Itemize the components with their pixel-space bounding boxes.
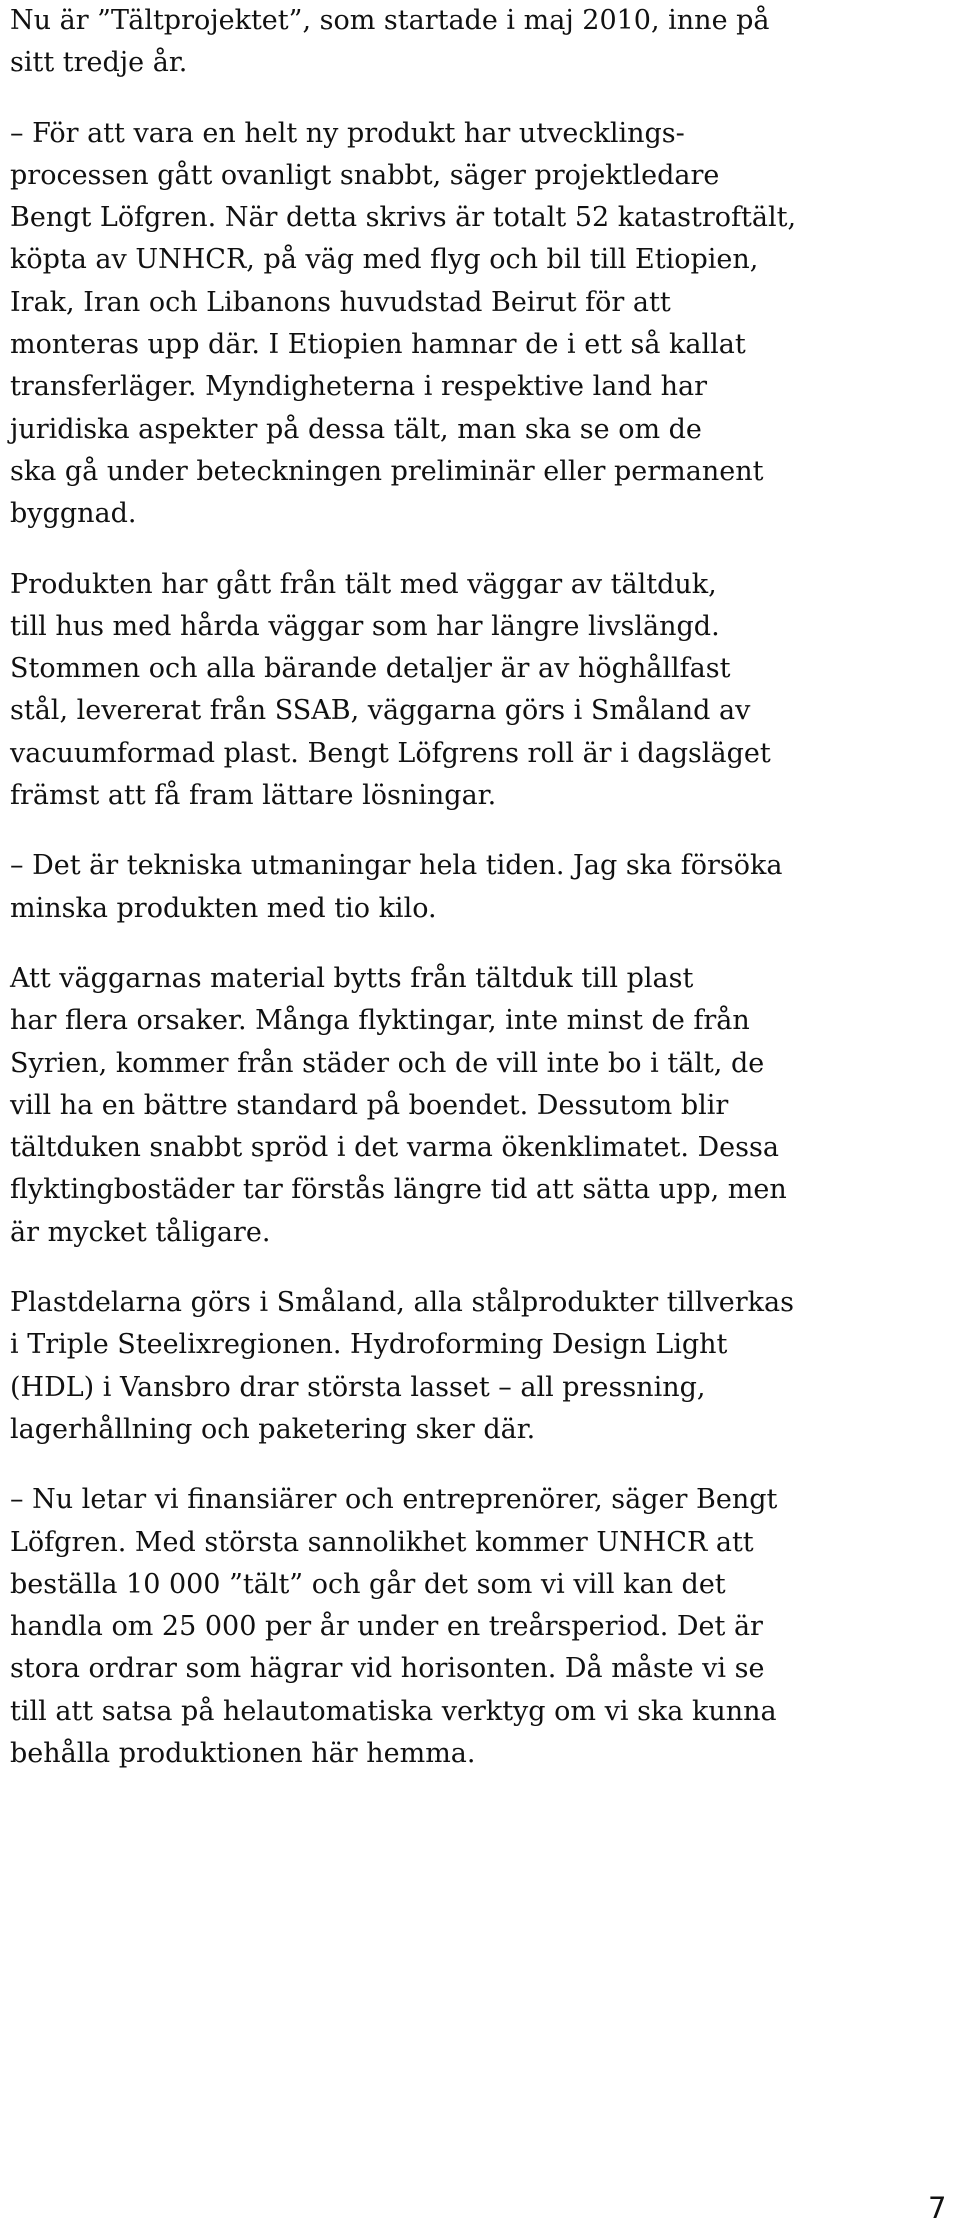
- text-line: Bengt Löfgren. När detta skrivs är totalt 52 katastroftält,: [10, 202, 797, 234]
- text-line: stål, levererat från SSAB, väggarna görs i Småland av: [10, 695, 751, 727]
- text-line: ska gå under beteckningen preliminär eller permanent: [10, 455, 764, 487]
- paragraph-gap: [10, 817, 950, 845]
- text-line: – För att vara en helt ny produkt har utvecklings-: [10, 117, 685, 149]
- paragraph-5: [10, 958, 950, 1254]
- text-line: lagerhållning och paketering sker där.: [10, 1413, 536, 1445]
- text-line: sitt tredje år.: [10, 47, 188, 79]
- text-line: Löfgren. Med största sannolikhet kommer UNHCR att: [10, 1526, 754, 1558]
- text-line: vill ha en bättre standard på boendet. Dessutom blir: [10, 1089, 729, 1121]
- paragraph-7: [10, 1479, 950, 1775]
- text-line: processen gått ovanligt snabbt, säger projektledare: [10, 159, 720, 191]
- paragraph-2: [10, 113, 950, 536]
- paragraph-6: [10, 1282, 950, 1451]
- text-line: transferläger. Myndigheterna i respektive land har: [10, 371, 708, 403]
- text-line: Att väggarnas material bytts från tältduk till plast: [10, 962, 694, 994]
- text-line: till hus med hårda väggar som har längre livslängd.: [10, 610, 720, 642]
- paragraph-3: [10, 564, 950, 818]
- text-line: behålla produktionen här hemma.: [10, 1737, 476, 1769]
- text-line: främst att få fram lättare lösningar.: [10, 780, 497, 812]
- text-line: Produkten har gått från tält med väggar av tältduk,: [10, 568, 717, 600]
- text-line: har flera orsaker. Många flyktingar, inte minst de från: [10, 1005, 750, 1037]
- text-line: till att satsa på helautomatiska verktyg om vi ska kunna: [10, 1695, 777, 1727]
- text-line: – Nu letar vi finansiärer och entreprenörer, säger Bengt: [10, 1484, 778, 1516]
- paragraph-1: [10, 0, 950, 85]
- article-body: [10, 0, 950, 1775]
- paragraph-gap: [10, 85, 950, 113]
- text-line: tältduken snabbt spröd i det varma ökenklimatet. Dessa: [10, 1132, 779, 1164]
- text-line: – Det är tekniska utmaningar hela tiden. Jag ska försöka: [10, 850, 783, 882]
- text-line: Stommen och alla bärande detaljer är av höghållfast: [10, 653, 731, 685]
- text-line: i Triple Steelixregionen. Hydroforming Design Light: [10, 1329, 728, 1361]
- text-line: flyktingbostäder tar förstås längre tid att sätta upp, men: [10, 1174, 787, 1206]
- text-line: Nu är ”Tältprojektet”, som startade i maj 2010, inne på: [10, 5, 770, 36]
- text-line: stora ordrar som hägrar vid horisonten. Då måste vi se: [10, 1653, 765, 1685]
- text-line: Irak, Iran och Libanons huvudstad Beirut för att: [10, 286, 671, 318]
- text-line: är mycket tåligare.: [10, 1216, 271, 1248]
- paragraph-4: [10, 845, 950, 930]
- text-line: (HDL) i Vansbro drar största lasset – all pressning,: [10, 1371, 706, 1403]
- paragraph-gap: [10, 536, 950, 564]
- paragraph-gap: [10, 1451, 950, 1479]
- page-number: 7: [928, 2191, 947, 2225]
- text-line: juridiska aspekter på dessa tält, man ska se om de: [10, 413, 702, 445]
- text-line: byggnad.: [10, 498, 137, 530]
- text-line: handla om 25 000 per år under en treårsperiod. Det är: [10, 1611, 763, 1643]
- text-line: Syrien, kommer från städer och de vill inte bo i tält, de: [10, 1047, 765, 1079]
- paragraph-gap: [10, 1254, 950, 1282]
- text-line: beställa 10 000 ”tält” och går det som vi vill kan det: [10, 1568, 726, 1600]
- text-line: köpta av UNHCR, på väg med flyg och bil till Etiopien,: [10, 244, 759, 276]
- text-line: Plastdelarna görs i Småland, alla stålprodukter tillverkas: [10, 1287, 794, 1319]
- text-line: minska produkten med tio kilo.: [10, 892, 437, 924]
- text-line: vacuumformad plast. Bengt Löfgrens roll är i dagsläget: [10, 737, 771, 769]
- text-line: monteras upp där. I Etiopien hamnar de i ett så kallat: [10, 329, 746, 361]
- paragraph-gap: [10, 930, 950, 958]
